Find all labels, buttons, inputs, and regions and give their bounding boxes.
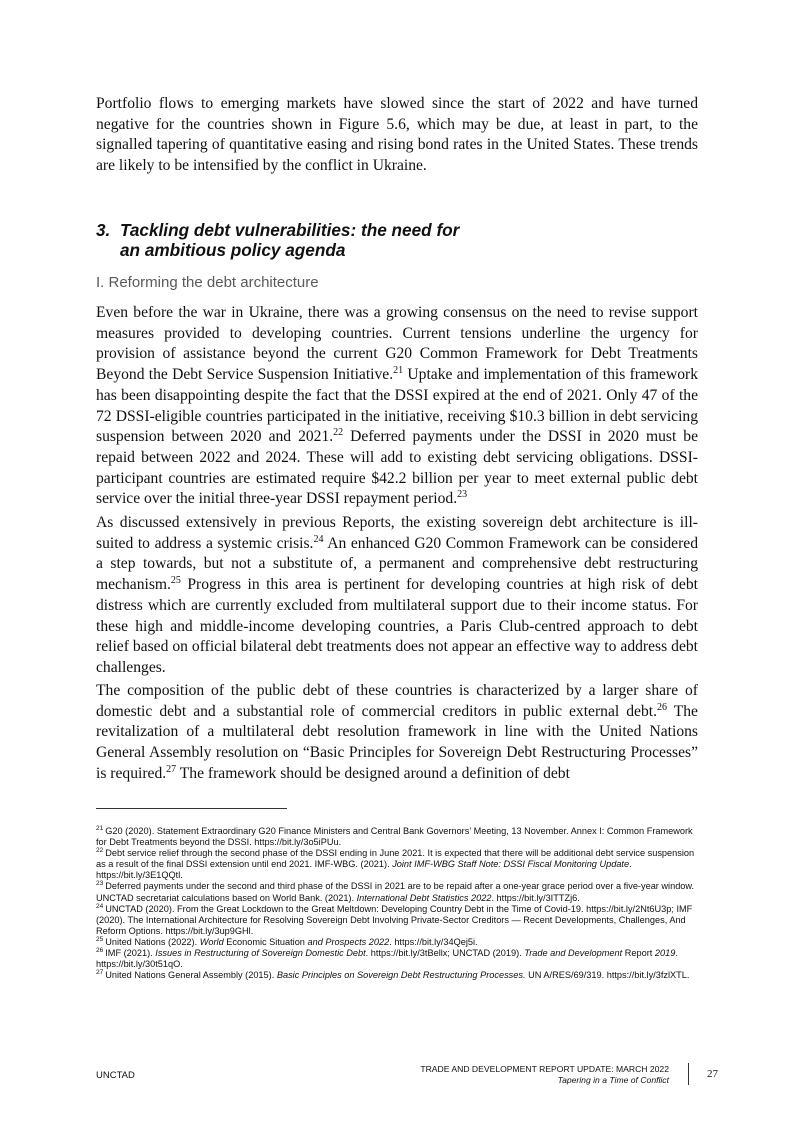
footnote-divider bbox=[96, 808, 287, 809]
paragraph-debt-composition: The composition of the public debt of these countries is characterized by a larger share of domestic debt and a substantial role of commercial creditors in public external debt.$^{26}$ The revitalization of a multilateral debt resolution framework in line with the United Nations General Assembly resolution on “Basic Principles for Sovereign Debt Restructuring Processes” is required.$^{27}$ The framework should be designed around a definition of debt bbox=[96, 682, 698, 782]
footer-org: UNCTAD bbox=[96, 1070, 135, 1081]
footnote-ref[interactable]: 27 bbox=[166, 763, 177, 775]
footnote-ref[interactable]: 23 bbox=[457, 489, 468, 501]
footnote-21: $^{21}$ G20 (2020). Statement Extraordinary G20 Finance Ministers and Central Bank Governors’ Meeting, 13 November. Annex I: Common Framework for Debt Treatments beyond the DSSI. https://bit.ly/3o5iPUu. bbox=[96, 824, 693, 848]
footnote-ref[interactable]: 21 bbox=[393, 364, 404, 376]
footnote-24: $^{24}$ UNCTAD (2020). From the Great Lockdown to the Great Meltdown: Developing Country Debt in the Time of Covid-19. https://bit.ly/2Nt6U3p; IMF (2020). The International Architecture for Resolving Sovereign Debt Involving Private-Sector Creditors — Recent Developments, Challenges, And Reform Options. https://bit.ly/3up9GHl. bbox=[96, 902, 693, 936]
section-number: 3. bbox=[96, 220, 111, 240]
footer-report-title: TRADE AND DEVELOPMENT REPORT UPDATE: MARCH 2022 bbox=[420, 1064, 669, 1074]
footer-divider bbox=[688, 1063, 689, 1085]
footnote-ref[interactable]: 22 bbox=[333, 427, 344, 439]
section-heading bbox=[96, 220, 516, 260]
page-number: 27 bbox=[707, 1068, 718, 1080]
footnotes bbox=[96, 826, 700, 981]
footnote-ref[interactable]: 25 bbox=[170, 574, 181, 586]
paragraph-systemic-crisis: As discussed extensively in previous Reports, the existing sovereign debt architecture is ill-suited to address a systemic crisis.$^{24}$ An enhanced G20 Common Framework can be considered a step towards, but not a substitute of, a permanent and comprehensive debt restructuring mechanism.$^{25}$ Progress in this area is pertinent for developing countries at high risk of debt distress which are currently excluded from multilateral support due to their income status. For these high and middle-income developing countries, a Paris Club-centred approach to debt relief based on official bilateral debt treatments does not appear an effective way to address debt challenges. bbox=[96, 514, 698, 676]
footnote-25: $^{25}$ United Nations (2022). World Economic Situation and Prospects 2022. https://bit.ly/34Qej5i. bbox=[96, 935, 478, 947]
footnote-26: $^{26}$ IMF (2021). Issues in Restructuring of Sovereign Domestic Debt. https://bit.ly/3tBellx; UNCTAD (2019). Trade and Development Report 2019. https://bit.ly/30t51qO. bbox=[96, 946, 678, 970]
footnote-22: $^{22}$ Debt service relief through the second phase of the DSSI ending in June 2021. It is expected that there will be additional debt service suspension as a result of the final DSSI extension until end 2021. IMF-WBG. (2021). Joint IMF-WBG Staff Note: DSSI Fiscal Monitoring Update. https://bit.ly/3E1QQtl. bbox=[96, 847, 695, 881]
footnote-27: $^{27}$ United Nations General Assembly (2015). Basic Principles on Sovereign Debt Restructuring Processes. UN A/RES/69/319. https://bit.ly/3fzlXTL. bbox=[96, 969, 690, 981]
footnote-23: $^{23}$ Deferred payments under the second and third phase of the DSSI in 2021 are to be repaid after a one-year grace period over a five-year window. UNCTAD secretariat calculations based on World Bank. (2021). International Debt Statistics 2022. https://bit.ly/3ITTZj6. bbox=[96, 880, 695, 903]
paragraph-debt-architecture: Even before the war in Ukraine, there was a growing consensus on the need to revise support measures provided to developing countries. Current tensions underline the urgency for provision of assistance beyond the current G20 Common Framework for Debt Treatments Beyond the Debt Service Suspension Initiative.$^{21}$ Uptake and implementation of this framework has been disappointing despite the fact that the DSSI expired at the end of 2021. Only 47 of the 72 DSSI-eligible countries participated in the initiative, receiving $10.3 billion in debt servicing suspension between 2020 and 2021.22 Deferred payments under the DSSI in 2020 must be repaid between 2022 and 2024. These will add to existing debt servicing obligations. DSSI-participant countries are estimated require $42.2 billion per year to meet external public debt service over the initial three-year DSSI repayment period.$^{23}$ bbox=[96, 304, 699, 508]
footnote-ref[interactable]: 24 bbox=[313, 533, 324, 545]
footnote-ref[interactable]: 26 bbox=[657, 701, 667, 713]
footer-report-subtitle: Tapering in a Time of Conflict bbox=[557, 1075, 669, 1085]
intro-paragraph: Portfolio flows to emerging markets have slowed since the start of 2022 and have turned negative for the countries shown in Figure 5.6, which may be due, at least in part, to the signalled tapering of quantitative easing and rising bond rates in the United States. These trends are likely to be intensified by the conflict in Ukraine. bbox=[96, 95, 698, 175]
subsection-title: I. Reforming the debt architecture bbox=[96, 274, 319, 291]
section-title-line1: Tackling debt vulnerabilities: the need for bbox=[120, 220, 460, 240]
footer-report bbox=[420, 1064, 669, 1086]
section-title-line2: an ambitious policy agenda bbox=[120, 240, 346, 260]
